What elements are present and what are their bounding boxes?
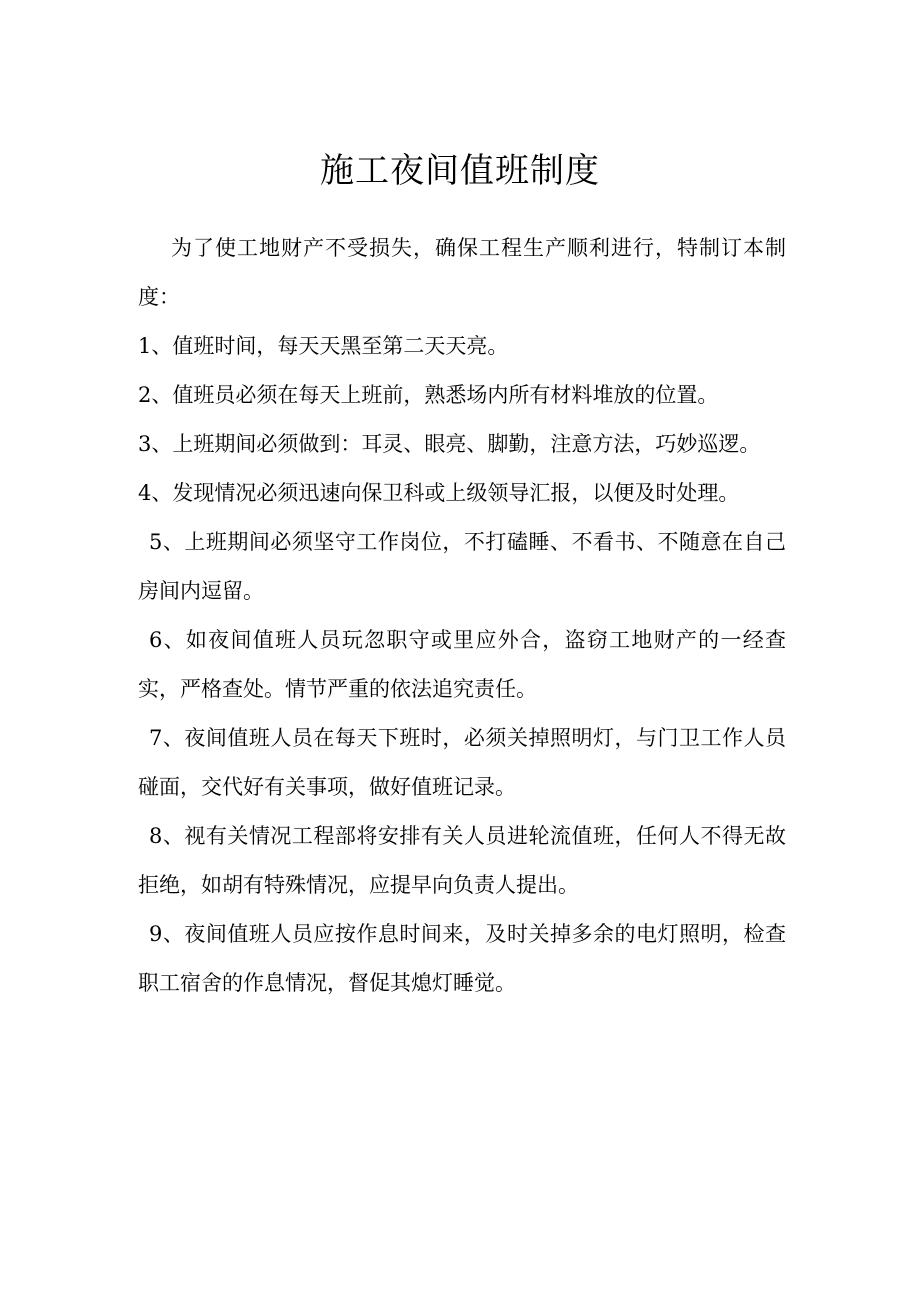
rule-item-1: 1、值班时间，每天天黑至第二天天亮。 bbox=[138, 334, 509, 358]
rule-item-3: 3、上班期间必须做到：耳灵、眼亮、脚勤，注意方法，巧妙巡逻。 bbox=[138, 432, 761, 456]
rule-item-2: 2、值班员必须在每天上班前，熟悉场内所有材料堆放的位置。 bbox=[138, 383, 719, 407]
rule-item-6: 6、如夜间值班人员玩忽职守或里应外合，盗窃工地财产的一经查实，严格查处。情节严重的依法追究责任。 bbox=[138, 628, 786, 701]
rule-item-5: 5、上班期间必须坚守工作岗位，不打磕睡、不看书、不随意在自己房间内逗留。 bbox=[138, 530, 786, 603]
rule-item-7: 7、夜间值班人员在每天下班时，必须关掉照明灯，与门卫工作人员碰面，交代好有关事项，做好值班记录。 bbox=[138, 726, 786, 799]
rule-item-9: 9、夜间值班人员应按作息时间来，及时关掉多余的电灯照明，检查职工宿舍的作息情况，督促其熄灯睡觉。 bbox=[138, 922, 786, 995]
intro-paragraph: 为了使工地财产不受损失，确保工程生产顺利进行，特制订本制度： bbox=[138, 236, 786, 309]
document-title: 施工夜间值班制度 bbox=[320, 151, 600, 191]
document-body bbox=[138, 224, 786, 1008]
rule-item-4: 4、发现情况必须迅速向保卫科或上级领导汇报，以便及时处理。 bbox=[138, 481, 740, 505]
rule-item-8: 8、视有关情况工程部将安排有关人员进轮流值班，任何人不得无故拒绝，如胡有特殊情况，应提早向负责人提出。 bbox=[138, 824, 786, 897]
